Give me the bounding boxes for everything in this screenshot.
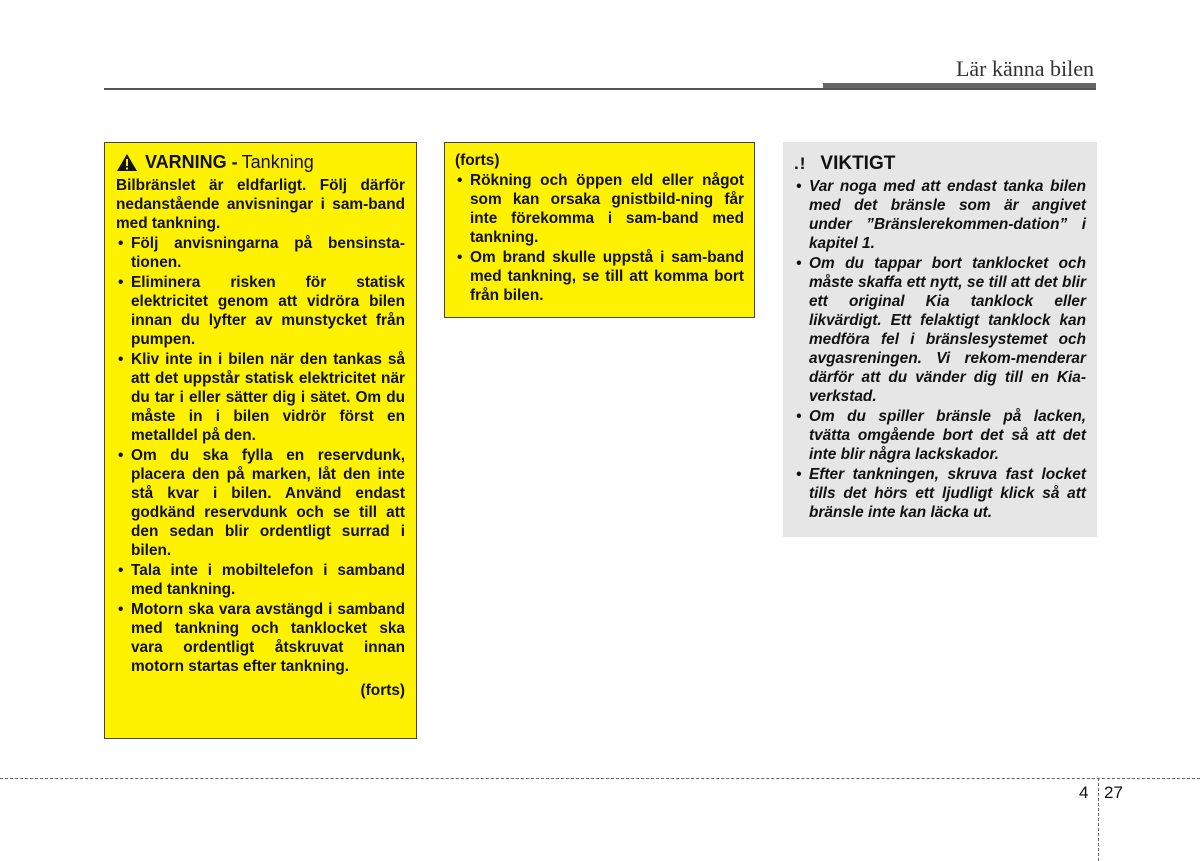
page-number: 27	[1104, 783, 1123, 802]
list-item: • Om du tappar bort tanklocket och måste skaffa ett nytt, se till att det blir ett original Kia tanklock eller likvärdigt. Ett felaktigt tanklock kan medföra fel i bränslesystemet och avgasreningen. Vi rekom-menderar därför att du vänder dig till en Kia-verkstad.	[794, 254, 1086, 406]
list-item: • Eliminera risken för statisk elektricitet genom att vidröra bilen innan du lyfter av munstycket från pumpen.	[116, 273, 405, 349]
list-item: • Var noga med att endast tanka bilen med det bränsle som är angivet under ”Bränslerekommen-dation” i kapitel 1.	[794, 177, 1086, 253]
continued-header: (forts)	[455, 152, 500, 169]
list-item: • Kliv inte in i bilen när den tankas så att det uppstår statisk elektricitet när du tar i eller sätter dig i sätet. Om du måste in i bilen vidrör först en metalldel på den.	[116, 350, 405, 445]
footer-page-divider	[1098, 778, 1099, 861]
list-item: • Motorn ska vara avstängd i samband med tankning och tanklocket ska vara ordentligt åtskruvat innan motorn startas efter tankning.	[116, 600, 405, 676]
list-item: • Efter tankningen, skruva fast locket tills det hörs ett ljudligt klick så att bränsle inte kan läcka ut.	[794, 465, 1086, 522]
important-title: VIKTIGT	[820, 153, 896, 174]
list-item: • Rökning och öppen eld eller något som kan orsaka gnistbild-ning får inte förekomma i sam-band med tankning.	[455, 171, 744, 247]
continued-box	[444, 142, 755, 318]
warning-title: VARNING -	[145, 152, 238, 172]
list-item: • Om brand skulle uppstå i sam-band med tankning, se till att komma bort från bilen.	[455, 248, 744, 305]
footer-divider	[0, 778, 1200, 779]
warning-heading	[116, 153, 405, 172]
warning-intro: Bilbränslet är eldfarligt. Följ därför nedanstående anvisningar i sam-band med tankning.	[116, 177, 405, 232]
list-item: • Tala inte i mobiltelefon i samband med tankning.	[116, 561, 405, 599]
warning-list	[116, 234, 405, 676]
list-item: • Om du ska fylla en reservdunk, placera den på marken, låt den inte stå kvar i bilen. Använd endast godkänd reservdunk och se till att den sedan blir ordentligt surrad i bilen.	[116, 446, 405, 560]
important-list	[794, 177, 1086, 522]
list-item: • Om du spiller bränsle på lacken, tvätta omgående bort det så att det inte blir några lackskador.	[794, 407, 1086, 464]
warning-subtitle: Tankning	[241, 152, 314, 172]
warning-triangle-icon	[116, 153, 138, 172]
continued-list	[455, 171, 744, 305]
list-item: • Följ anvisningarna på bensinsta-tionen.	[116, 234, 405, 272]
important-box	[783, 142, 1097, 537]
warning-box	[104, 142, 417, 739]
chapter-number: 4	[1079, 783, 1089, 802]
continued-label: (forts)	[360, 682, 405, 699]
exclamation-icon: .!	[794, 154, 807, 173]
header-rule	[104, 88, 1096, 90]
important-heading	[794, 154, 1086, 173]
page-header-title: Lär känna bilen	[955, 56, 1094, 81]
